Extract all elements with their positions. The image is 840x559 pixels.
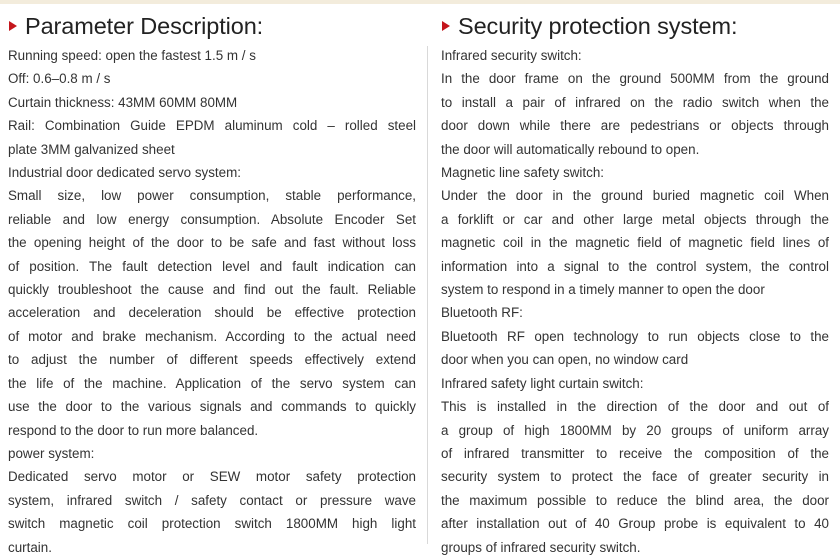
- text-line: after installation out of 40 Group probe is equivalent to 40: [441, 516, 829, 532]
- text-line: curtain.: [8, 539, 52, 555]
- text-line: respond to the door to run more balanced.: [8, 422, 259, 438]
- text-line: power system:: [8, 445, 95, 461]
- parameter-description-column: [8, 10, 416, 559]
- text-line: Under the door in the ground buried magnetic coil When: [441, 188, 829, 204]
- triangle-bullet-icon: [442, 21, 450, 31]
- text-line: Bluetooth RF open technology to run objects close to the: [441, 328, 829, 344]
- text-line: Rail: Combination Guide EPDM aluminum cold – rolled steel: [8, 118, 416, 134]
- text-line: plate 3MM galvanized sheet: [8, 141, 175, 157]
- text-line: system to respond in a timely manner to open the door: [441, 282, 765, 298]
- text-line: of motor and brake mechanism. According to the actual need: [8, 328, 416, 344]
- text-line: door when you can open, no window card: [441, 352, 689, 368]
- text-line: groups of infrared security switch.: [441, 539, 641, 555]
- text-line: switch magnetic coil protection switch 1800MM high light: [8, 516, 416, 532]
- text-line: to adjust the number of different speeds effectively extend: [8, 352, 416, 368]
- section-title: Security protection system:: [458, 12, 738, 39]
- text-line: information into a signal to the control system, the control: [441, 258, 829, 274]
- text-line: the door will automatically rebound to open.: [441, 141, 700, 157]
- text-line: system, infrared switch / safety contact or pressure wave: [8, 492, 416, 508]
- text-line: Small size, low power consumption, stable performance,: [8, 188, 416, 204]
- parameter-description-text: [8, 44, 416, 559]
- text-line: In the door frame on the ground 500MM from the ground: [441, 71, 829, 87]
- text-line: quickly troubleshoot the cause and find out the fault. Reliable: [8, 282, 416, 298]
- text-line: Magnetic line safety switch:: [441, 165, 604, 181]
- top-border: [0, 0, 840, 4]
- text-line: Dedicated servo motor or SEW motor safety protection: [8, 469, 416, 485]
- text-line: Industrial door dedicated servo system:: [8, 165, 241, 181]
- security-protection-heading: [441, 10, 829, 42]
- security-protection-text: [441, 44, 829, 559]
- text-line: use the door to the various signals and commands to quickly: [8, 399, 416, 415]
- security-protection-column: [441, 10, 829, 559]
- text-line: Infrared safety light curtain switch:: [441, 375, 644, 391]
- column-divider: [427, 46, 428, 544]
- triangle-bullet-icon: [9, 21, 17, 31]
- text-line: Infrared security switch:: [441, 48, 582, 63]
- text-line: Running speed: open the fastest 1.5 m / s: [8, 48, 256, 63]
- text-line: of infrared transmitter to receive the composition of the: [441, 445, 829, 461]
- text-line: Off: 0.6–0.8 m / s: [8, 71, 111, 87]
- text-line: the opening height of the door to be safe and fast without loss: [8, 235, 416, 251]
- text-line: a group of high 1800MM by 20 groups of uniform array: [441, 422, 829, 438]
- text-line: This is installed in the direction of the door and out of: [441, 399, 829, 415]
- section-title: Parameter Description:: [25, 12, 264, 39]
- parameter-description-heading: [8, 10, 416, 42]
- text-line: to install a pair of infrared on the radio switch when the: [441, 94, 829, 110]
- text-line: the life of the machine. Application of the servo system can: [8, 375, 416, 391]
- text-line: magnetic coil in the magnetic field of magnetic field lines of: [441, 235, 829, 251]
- text-line: Curtain thickness: 43MM 60MM 80MM: [8, 94, 238, 110]
- text-line: door down while there are pedestrians or objects through: [441, 118, 829, 134]
- text-line: a forklift or car and other large metal objects through the: [441, 211, 829, 227]
- text-line: reliable and low energy consumption. Absolute Encoder Set: [8, 211, 416, 227]
- text-line: security system to protect the face of greater security in: [441, 469, 829, 485]
- text-line: acceleration and deceleration should be effective protection: [8, 305, 416, 321]
- text-line: Bluetooth RF:: [441, 305, 523, 321]
- text-line: the maximum possible to reduce the blind area, the door: [441, 492, 829, 508]
- text-line: of position. The fault detection level and fault indication can: [8, 258, 416, 274]
